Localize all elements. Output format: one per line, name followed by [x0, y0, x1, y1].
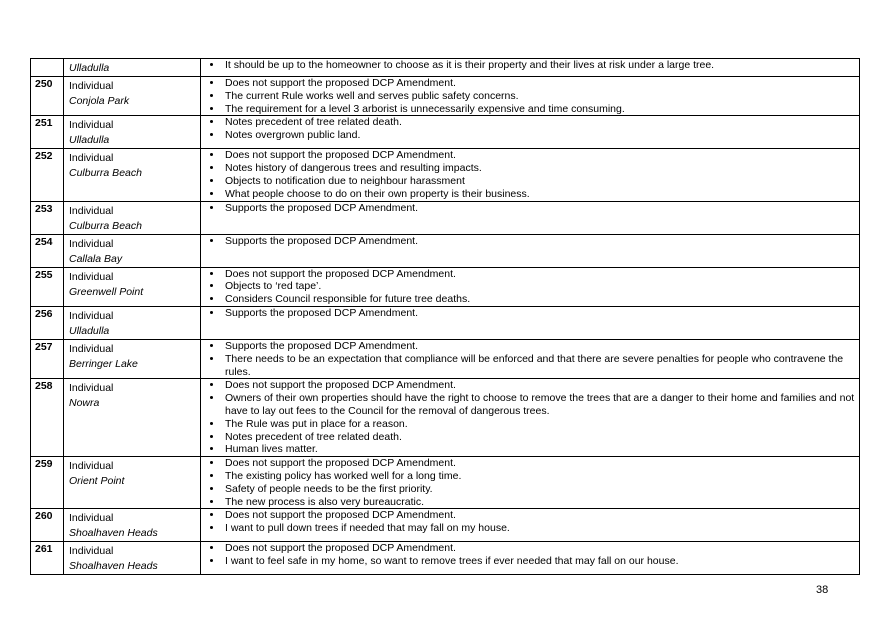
- comments-cell: [201, 59, 860, 77]
- page-number: 38: [816, 584, 829, 596]
- submission-number: 259: [31, 457, 64, 509]
- comment-item: • Notes precedent of tree related death.: [223, 116, 855, 129]
- submitter-cell: [64, 457, 201, 509]
- comment-list: [201, 509, 855, 535]
- comment-item: • Does not support the proposed DCP Amendment.: [223, 457, 855, 470]
- comment-item: • It should be up to the homeowner to choose as it is their property and their lives at risk under a large tree.: [223, 59, 855, 72]
- submitter-cell: [64, 59, 201, 77]
- comment-item: • What people choose to do on their own property is their business.: [223, 188, 855, 201]
- comment-item: • Supports the proposed DCP Amendment.: [223, 307, 855, 320]
- submitter-type: Individual: [69, 512, 114, 525]
- submitter-cell: [64, 116, 201, 149]
- submission-row: [31, 149, 860, 201]
- comment-list: [201, 379, 855, 456]
- submission-number: 254: [31, 234, 64, 267]
- submission-number: 257: [31, 339, 64, 378]
- comment-item: • I want to feel safe in my home, so want to remove trees if ever needed that may fall on our house.: [223, 555, 855, 568]
- submitter-location: Shoalhaven Heads: [69, 527, 158, 540]
- comments-cell: [201, 77, 860, 116]
- comment-list: [201, 542, 855, 568]
- comments-cell: [201, 234, 860, 267]
- submission-number: 255: [31, 267, 64, 306]
- submitter-cell: [64, 149, 201, 201]
- submitter-type: Individual: [69, 204, 114, 217]
- submitter-type: Individual: [69, 152, 114, 165]
- comment-list: [201, 307, 855, 320]
- submitter-location: Orient Point: [69, 475, 125, 488]
- comment-item: • Owners of their own properties should have the right to choose to remove the trees that are a danger to their home and families and not have to lay out fees to the Council for the removal of dangerous trees.: [223, 392, 855, 418]
- comments-cell: [201, 542, 860, 575]
- submitter-cell: [64, 267, 201, 306]
- submission-number: 250: [31, 77, 64, 116]
- comment-item: • I want to pull down trees if needed that may fall on my house.: [223, 522, 855, 535]
- submitter-type: Individual: [69, 270, 114, 283]
- comment-item: • The requirement for a level 3 arborist is unnecessarily expensive and time consuming.: [223, 103, 855, 116]
- submitter-location: Berringer Lake: [69, 357, 138, 370]
- submitter-cell: [64, 509, 201, 542]
- comments-cell: [201, 379, 860, 457]
- comment-list: [201, 340, 855, 378]
- submission-row: [31, 59, 860, 77]
- comment-item: • There needs to be an expectation that compliance will be enforced and that there are severe penalties for people who contravene the rules.: [223, 353, 855, 379]
- comment-item: • The current Rule works well and serves public safety concerns.: [223, 90, 855, 103]
- comments-cell: [201, 116, 860, 149]
- submitter-type: Individual: [69, 382, 114, 395]
- submission-row: [31, 116, 860, 149]
- comments-cell: [201, 267, 860, 306]
- comment-item: • The Rule was put in place for a reason.: [223, 418, 855, 431]
- comments-cell: [201, 149, 860, 201]
- comment-list: [201, 202, 855, 215]
- comment-list: [201, 59, 855, 72]
- submission-row: [31, 339, 860, 378]
- submitter-cell: [64, 201, 201, 234]
- submission-number: 253: [31, 201, 64, 234]
- comment-item: • Does not support the proposed DCP Amendment.: [223, 379, 855, 392]
- comment-item: • Notes precedent of tree related death.: [223, 431, 855, 444]
- submission-number: 252: [31, 149, 64, 201]
- comment-item: • Notes overgrown public land.: [223, 129, 855, 142]
- submitter-type: Individual: [69, 545, 114, 558]
- submission-number: 260: [31, 509, 64, 542]
- submitter-type: Individual: [69, 80, 114, 92]
- comment-item: • Does not support the proposed DCP Amendment.: [223, 268, 855, 281]
- submitter-type: Individual: [69, 309, 114, 322]
- submitter-cell: [64, 306, 201, 339]
- submitter-cell: [64, 339, 201, 378]
- comment-item: • Objects to ‘red tape’.: [223, 280, 855, 293]
- comment-list: [201, 235, 855, 248]
- submission-number: 256: [31, 306, 64, 339]
- submitter-location: Culburra Beach: [69, 167, 142, 180]
- submission-row: [31, 77, 860, 116]
- submission-number: 251: [31, 116, 64, 149]
- submitter-cell: [64, 77, 201, 116]
- submitter-location: Ulladulla: [69, 62, 110, 74]
- comment-item: • Safety of people needs to be the first priority.: [223, 483, 855, 496]
- submissions-table-body: [31, 59, 860, 575]
- submissions-table: [30, 58, 860, 575]
- submitter-cell: [64, 542, 201, 575]
- comments-cell: [201, 201, 860, 234]
- comment-item: • Supports the proposed DCP Amendment.: [223, 202, 855, 215]
- submitter-location: Ulladulla: [69, 134, 110, 147]
- submission-number: [31, 59, 64, 77]
- submitter-cell: [64, 234, 201, 267]
- comment-item: • Does not support the proposed DCP Amendment.: [223, 77, 855, 90]
- comment-item: • Supports the proposed DCP Amendment.: [223, 340, 855, 353]
- submitter-location: Greenwell Point: [69, 285, 144, 298]
- comment-item: • Supports the proposed DCP Amendment.: [223, 235, 855, 248]
- submission-row: [31, 201, 860, 234]
- comments-cell: [201, 339, 860, 378]
- submitter-location: Conjola Park: [69, 95, 130, 107]
- comment-item: • Does not support the proposed DCP Amendment.: [223, 149, 855, 162]
- comment-item: • Does not support the proposed DCP Amendment.: [223, 542, 855, 555]
- submission-row: [31, 509, 860, 542]
- comments-cell: [201, 457, 860, 509]
- comment-item: • Does not support the proposed DCP Amendment.: [223, 509, 855, 522]
- comment-list: [201, 457, 855, 508]
- submission-row: [31, 234, 860, 267]
- submission-row: [31, 267, 860, 306]
- comment-item: • Objects to notification due to neighbour harassment: [223, 175, 855, 188]
- submitter-type: Individual: [69, 119, 114, 132]
- comment-item: • Notes history of dangerous trees and resulting impacts.: [223, 162, 855, 175]
- submitter-location: Culburra Beach: [69, 219, 142, 232]
- submitter-type: Individual: [69, 460, 114, 473]
- submitter-location: Callala Bay: [69, 252, 123, 265]
- submitter-type: Individual: [69, 342, 114, 355]
- submission-number: 258: [31, 379, 64, 457]
- comment-item: • Considers Council responsible for future tree deaths.: [223, 293, 855, 306]
- submitter-type: Individual: [69, 237, 114, 250]
- submitter-location: Shoalhaven Heads: [69, 560, 158, 573]
- comment-item: • The new process is also very bureaucratic.: [223, 496, 855, 509]
- submitter-cell: [64, 379, 201, 457]
- submitter-location: Ulladulla: [69, 324, 110, 337]
- comment-list: [201, 149, 855, 200]
- submission-number: 261: [31, 542, 64, 575]
- comment-item: • The existing policy has worked well for a long time.: [223, 470, 855, 483]
- submission-row: [31, 457, 860, 509]
- comment-list: [201, 268, 855, 306]
- submission-row: [31, 379, 860, 457]
- submitter-location: Nowra: [69, 397, 100, 410]
- comments-cell: [201, 509, 860, 542]
- submission-row: [31, 306, 860, 339]
- comment-item: • Human lives matter.: [223, 443, 855, 456]
- submission-row: [31, 542, 860, 575]
- comments-cell: [201, 306, 860, 339]
- comment-list: [201, 116, 855, 142]
- comment-list: [201, 77, 855, 115]
